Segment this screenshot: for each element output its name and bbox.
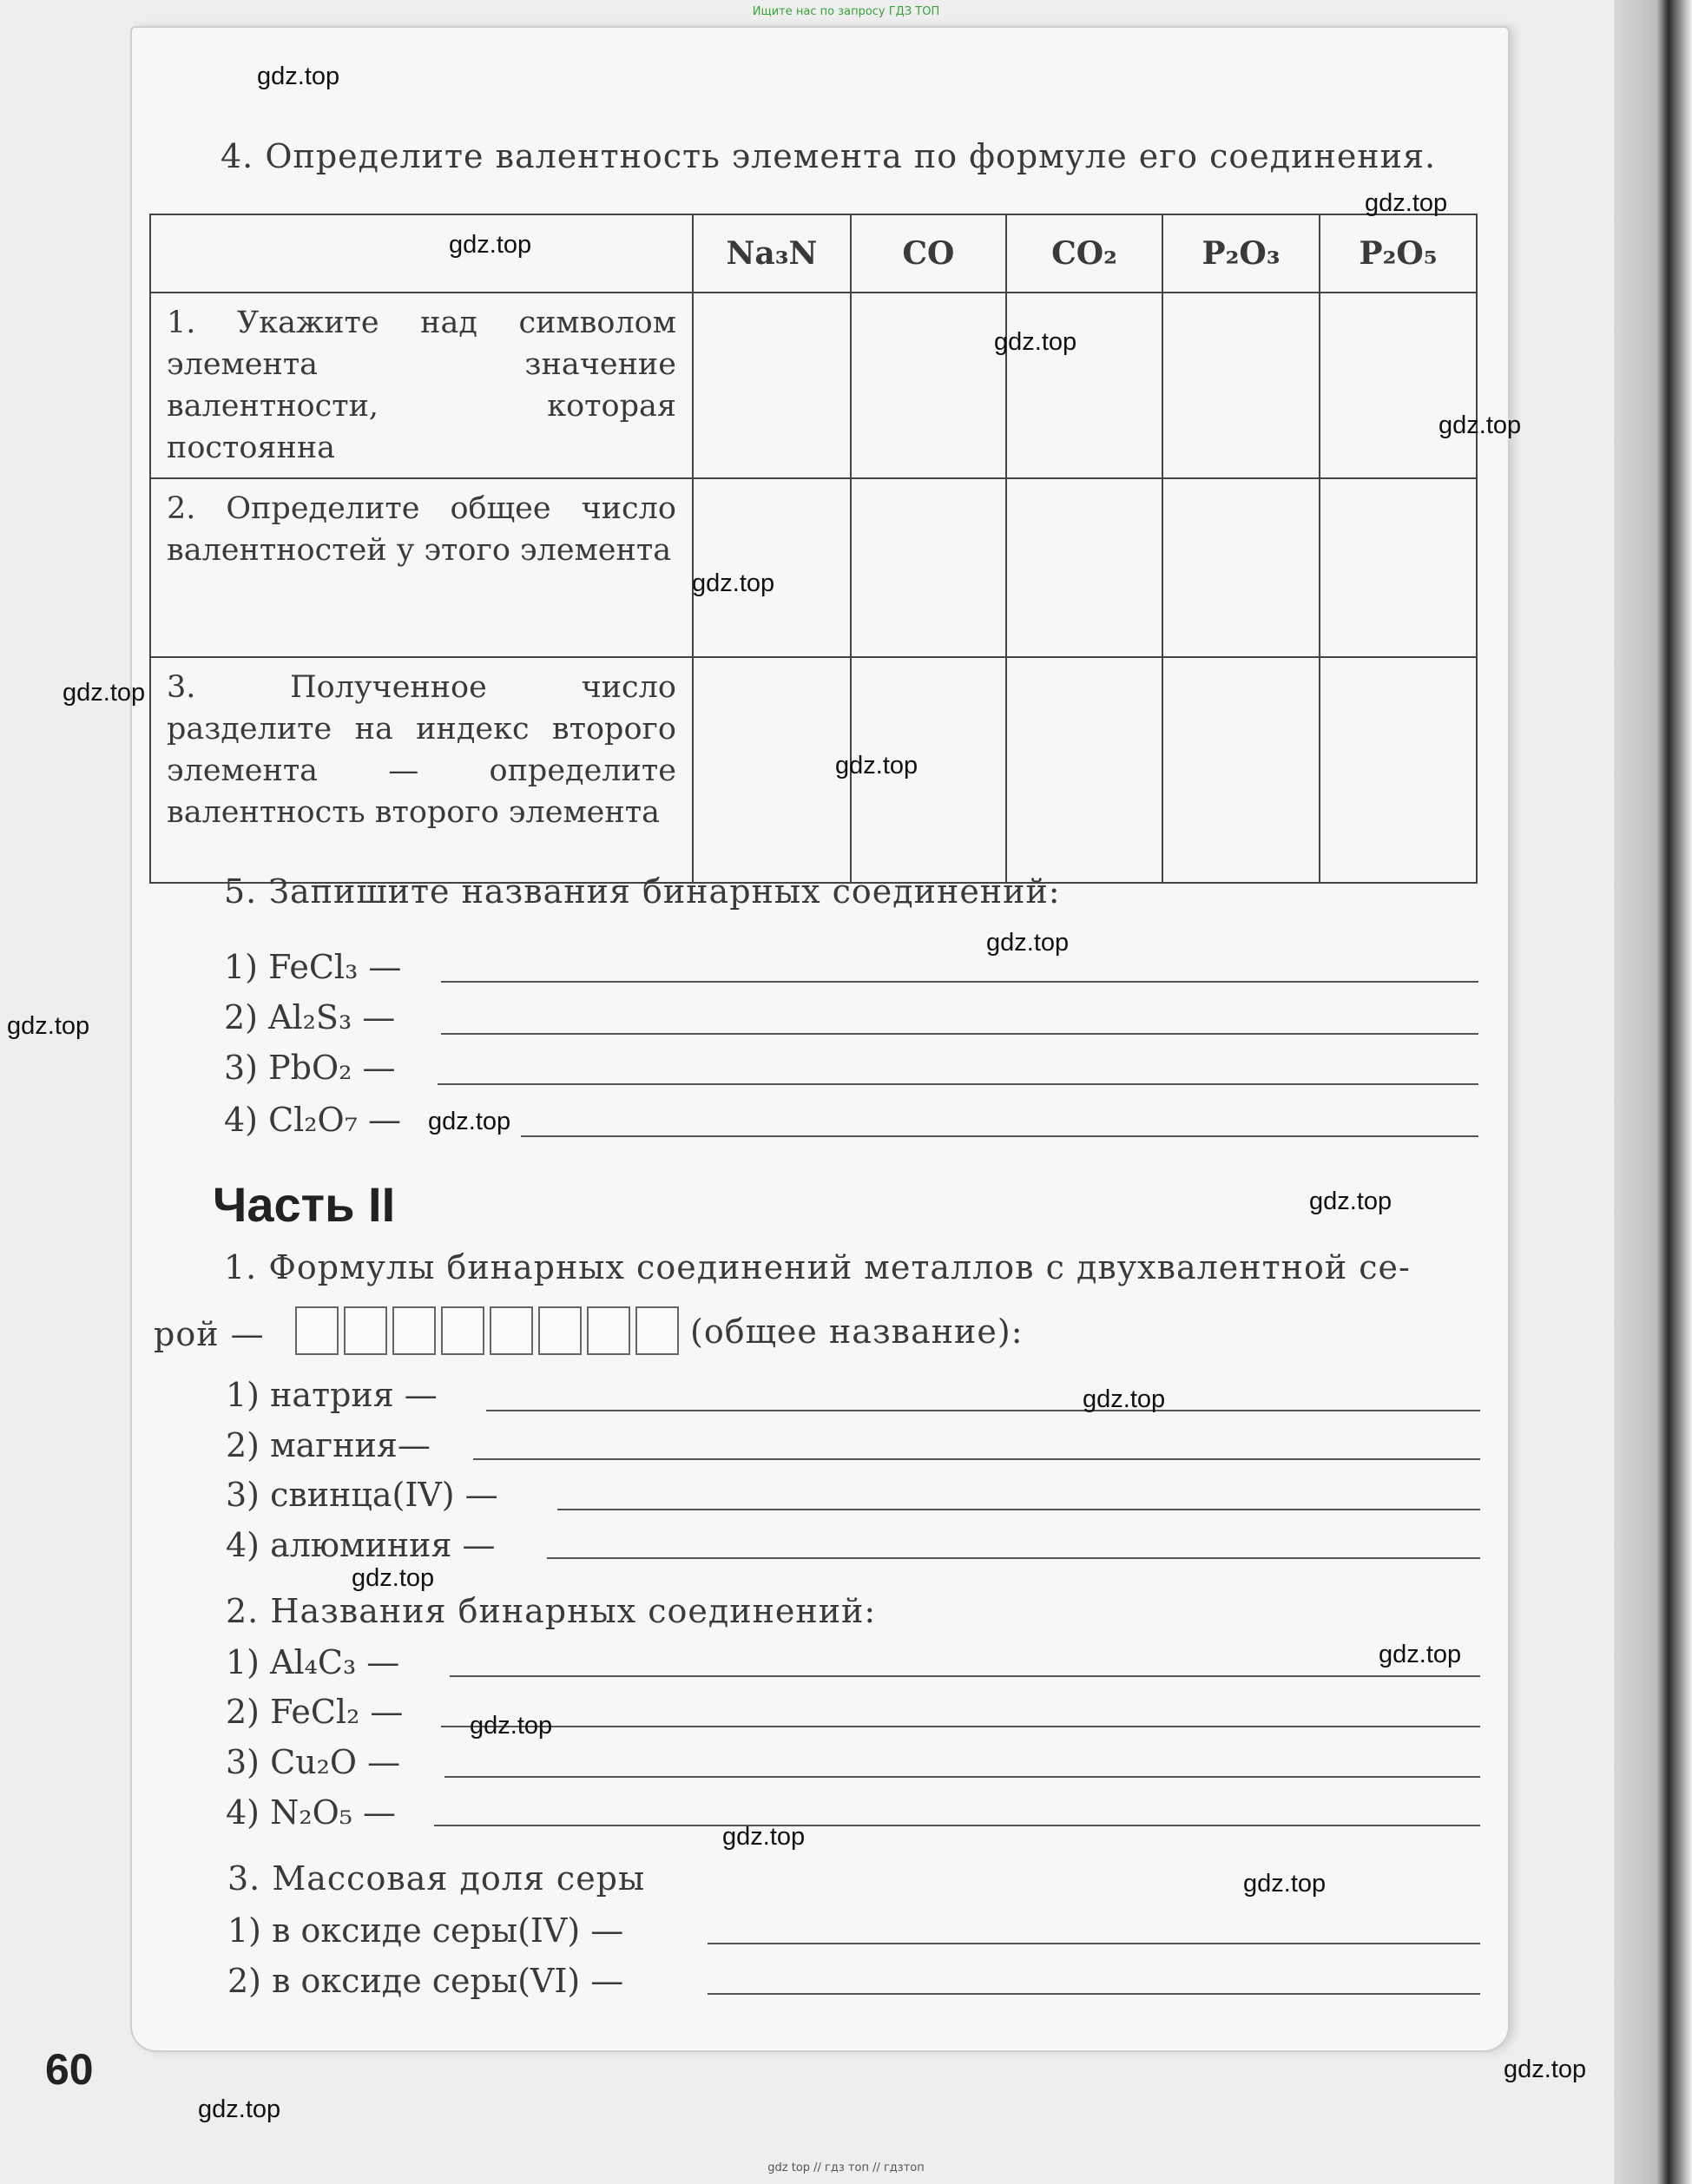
letter-box[interactable] <box>392 1306 436 1355</box>
watermark: gdz.top <box>1365 189 1448 217</box>
watermark: gdz.top <box>1504 2056 1587 2083</box>
watermark: gdz.top <box>835 752 918 780</box>
watermark: gdz.top <box>722 1823 806 1851</box>
watermark: gdz.top <box>1379 1641 1462 1668</box>
watermark: gdz.top <box>449 231 532 259</box>
watermark: gdz.top <box>7 1012 90 1040</box>
letter-box[interactable] <box>344 1306 387 1355</box>
header-co2: CO₂ <box>1006 214 1162 293</box>
watermark: gdz.top <box>1439 411 1522 439</box>
list-item: 2) магния— <box>226 1426 431 1464</box>
letter-box[interactable] <box>490 1306 533 1355</box>
q3-title: 3. Массовая доля серы <box>227 1859 646 1898</box>
list-item: 3) Cu₂O — <box>226 1743 401 1781</box>
answer-cell[interactable] <box>1162 478 1320 657</box>
list-item: 2) в оксиде серы(VI) — <box>227 1962 624 2000</box>
answer-line[interactable] <box>708 1943 1480 1944</box>
list-item: 1) Al₄C₃ — <box>226 1643 400 1681</box>
task5-title: 5. Запишите названия бинарных соединений: <box>224 872 1061 911</box>
watermark: gdz.top <box>63 679 146 707</box>
answer-cell[interactable] <box>851 293 1006 478</box>
letter-boxes[interactable] <box>295 1306 684 1355</box>
answer-line[interactable] <box>708 1993 1480 1995</box>
answer-line[interactable] <box>441 1726 1480 1727</box>
list-item: 2) FeCl₂ — <box>226 1693 404 1731</box>
header-p2o5: P₂O₅ <box>1320 214 1477 293</box>
answer-line[interactable] <box>547 1557 1480 1559</box>
letter-box[interactable] <box>295 1306 339 1355</box>
watermark: gdz.top <box>470 1712 553 1740</box>
answer-cell[interactable] <box>693 478 851 657</box>
answer-line[interactable] <box>444 1776 1480 1778</box>
letter-box[interactable] <box>538 1306 582 1355</box>
q2-title: 2. Названия бинарных соединений: <box>226 1592 877 1630</box>
answer-cell[interactable] <box>693 657 851 883</box>
answer-line[interactable] <box>441 981 1478 983</box>
watermark: gdz.top <box>1083 1385 1166 1413</box>
top-note: Ищите нас по запросу ГДЗ ТОП <box>752 5 940 18</box>
answer-line[interactable] <box>557 1509 1480 1510</box>
answer-cell[interactable] <box>1162 657 1320 883</box>
list-item: 1) натрия — <box>226 1376 438 1414</box>
header-na3n: Na₃N <box>693 214 851 293</box>
part2-heading: Часть II <box>213 1177 396 1232</box>
letter-box[interactable] <box>587 1306 630 1355</box>
answer-line[interactable] <box>486 1410 1480 1411</box>
table-row-label: 3. Полученное число разделите на индекс второго элемента — определите валентность второго элемента <box>150 657 693 883</box>
watermark: gdz.top <box>994 328 1077 356</box>
answer-cell[interactable] <box>1320 293 1477 478</box>
page-number: 60 <box>45 2045 94 2094</box>
header-p2o3: P₂O₃ <box>1162 214 1320 293</box>
task4-title: 4. Определите валентность элемента по формуле его соединения. <box>221 137 1437 175</box>
table-row-label: 1. Укажите над символом элемента значение валентности, которая постоянна <box>150 293 693 478</box>
answer-cell[interactable] <box>1006 293 1162 478</box>
answer-cell[interactable] <box>693 293 851 478</box>
list-item: 3) свинца(IV) — <box>226 1476 498 1514</box>
valence-table <box>149 214 1478 884</box>
bottom-note: gdz top // гдз топ // гдзтоп <box>767 2161 925 2174</box>
list-item: 3) PbO₂ — <box>224 1049 396 1087</box>
watermark: gdz.top <box>428 1108 511 1135</box>
answer-line[interactable] <box>441 1033 1478 1035</box>
answer-cell[interactable] <box>851 478 1006 657</box>
letter-box[interactable] <box>441 1306 484 1355</box>
answer-line[interactable] <box>438 1083 1478 1085</box>
watermark: gdz.top <box>1309 1187 1392 1215</box>
list-item: 4) алюминия — <box>226 1526 496 1564</box>
table-corner <box>150 214 693 293</box>
table-row-label: 2. Определите общее число валентностей у этого элемента <box>150 478 693 657</box>
watermark: gdz.top <box>986 929 1070 957</box>
watermark: gdz.top <box>198 2095 281 2123</box>
book-spine-edge <box>1614 0 1692 2184</box>
answer-line[interactable] <box>450 1675 1480 1677</box>
list-item: 4) Cl₂O₇ — <box>224 1101 402 1139</box>
list-item: 1) FeCl₃ — <box>224 948 402 986</box>
list-item: 1) в оксиде серы(IV) — <box>227 1911 624 1950</box>
answer-cell[interactable] <box>1006 657 1162 883</box>
list-item: 2) Al₂S₃ — <box>224 998 396 1036</box>
answer-cell[interactable] <box>1320 657 1477 883</box>
header-co: CO <box>851 214 1006 293</box>
answer-line[interactable] <box>521 1135 1478 1137</box>
answer-line[interactable] <box>473 1458 1480 1460</box>
answer-line[interactable] <box>434 1825 1480 1826</box>
answer-cell[interactable] <box>1006 478 1162 657</box>
watermark: gdz.top <box>257 62 340 90</box>
answer-cell[interactable] <box>1320 478 1477 657</box>
q1-line1: 1. Формулы бинарных соединений металлов с двухвалентной се- <box>224 1248 1411 1286</box>
q1-line2-end: (общее название): <box>690 1312 1024 1351</box>
answer-cell[interactable] <box>1162 293 1320 478</box>
letter-box[interactable] <box>635 1306 679 1355</box>
list-item: 4) N₂O₅ — <box>226 1793 397 1832</box>
watermark: gdz.top <box>692 569 775 597</box>
watermark: gdz.top <box>1243 1870 1327 1898</box>
q1-line2-start: рой — <box>154 1315 265 1353</box>
watermark: gdz.top <box>352 1564 435 1592</box>
